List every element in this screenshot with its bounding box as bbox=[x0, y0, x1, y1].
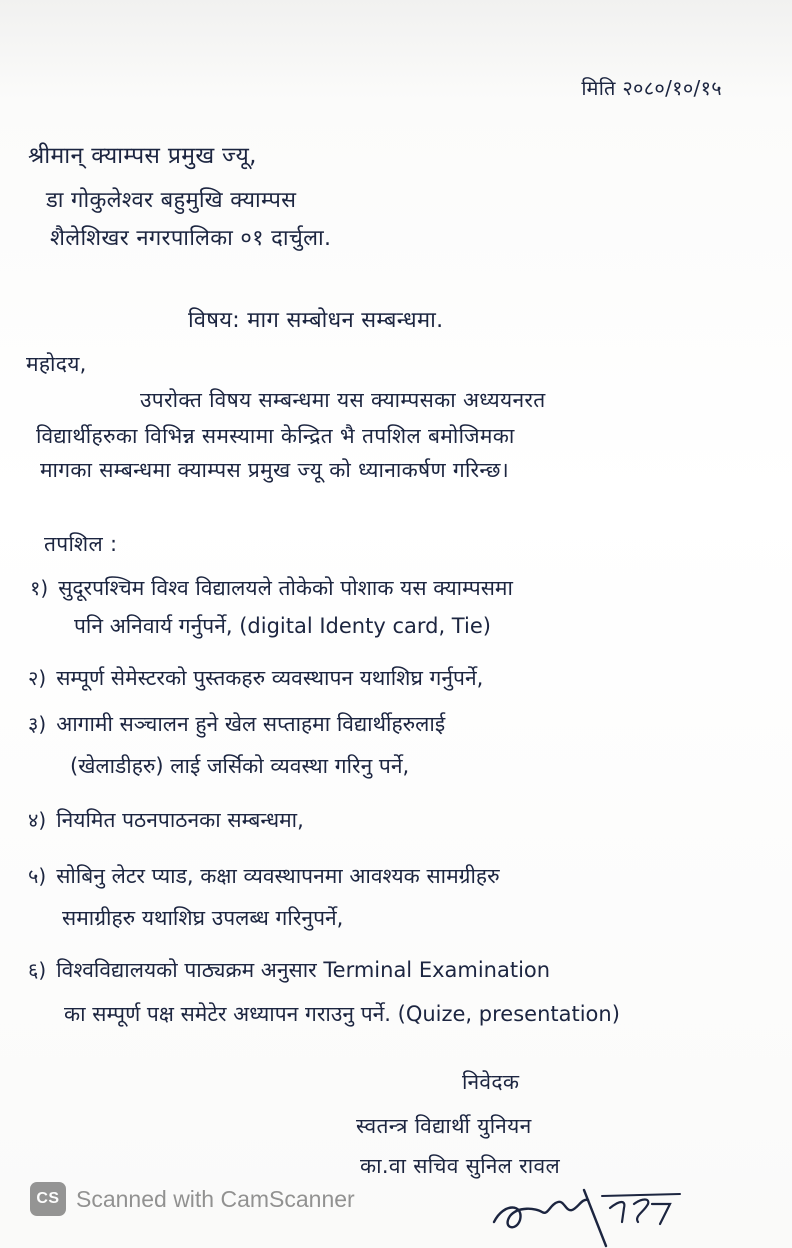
body-line-2: विद्यार्थीहरुका विभिन्न समस्यामा केन्द्रित भै तपशिल बमोजिमका bbox=[36, 424, 515, 448]
handwritten-signature bbox=[484, 1182, 694, 1248]
list-item-continuation: पनि अनिवार्य गर्नुपर्ने, (digital Identy card, Tie) bbox=[74, 614, 491, 638]
list-item-text: सम्पूर्ण सेमेस्टरको पुस्तकहरु व्यवस्थापन यथाशिघ्र गर्नुपर्ने, bbox=[56, 666, 484, 690]
signatory-organization: स्वतन्त्र विद्यार्थी युनियन bbox=[356, 1114, 532, 1138]
camscanner-watermark-text: Scanned with CamScanner bbox=[76, 1185, 355, 1212]
list-item bbox=[28, 862, 500, 890]
list-item-text: आगामी सञ्चालन हुने खेल सप्ताहमा विद्यार्थीहरुलाई bbox=[56, 712, 446, 736]
list-item-number: ४) bbox=[28, 808, 47, 832]
list-item-number: ३) bbox=[28, 712, 47, 736]
list-item-continuation: का सम्पूर्ण पक्ष समेटेर अध्यापन गराउनु पर्ने. (Quize, presentation) bbox=[64, 1002, 620, 1026]
signatory-name: का.वा सचिव सुनिल रावल bbox=[360, 1154, 560, 1178]
list-item-number: २) bbox=[28, 666, 47, 690]
list-item-number: ५) bbox=[28, 864, 47, 888]
list-item bbox=[28, 956, 550, 984]
list-item bbox=[28, 806, 304, 834]
recipient-line-1: श्रीमान् क्याम्पस प्रमुख ज्यू, bbox=[28, 143, 257, 169]
list-item-number: १) bbox=[30, 576, 49, 600]
camscanner-logo-icon: CS bbox=[30, 1182, 66, 1216]
recipient-line-2: डा गोकुलेश्वर बहुमुखि क्याम्पस bbox=[46, 188, 297, 213]
salutation: महोदय, bbox=[26, 352, 87, 376]
list-item-text: विश्वविद्यालयको पाठ्यक्रम अनुसार Terminal Examination bbox=[56, 958, 551, 982]
list-item-text: सोबिनु लेटर प्याड, कक्षा व्यवस्थापनमा आवश्यक सामग्रीहरु bbox=[56, 864, 500, 888]
list-item bbox=[28, 664, 483, 692]
list-item-continuation: समाग्रीहरु यथाशिघ्र उपलब्ध गरिनुपर्ने, bbox=[62, 906, 344, 930]
list-item bbox=[30, 574, 513, 602]
letter-date: मिति २०८०/१०/१५ bbox=[581, 76, 722, 100]
list-item-number: ६) bbox=[28, 958, 47, 982]
closing-nivedak: निवेदक bbox=[462, 1070, 520, 1094]
letter-subject: विषय: माग सम्बोधन सम्बन्धमा. bbox=[188, 308, 444, 333]
list-item-text: सुदूरपश्चिम विश्व विद्यालयले तोकेको पोशाक यस क्याम्पसमा bbox=[58, 576, 513, 600]
list-item-continuation: (खेलाडीहरु) लाई जर्सिको व्यवस्था गरिनु पर्ने, bbox=[70, 754, 410, 778]
body-line-1: उपरोक्त विषय सम्बन्धमा यस क्याम्पसका अध्ययनरत bbox=[140, 388, 546, 412]
body-line-3: मागका सम्बन्धमा क्याम्पस प्रमुख ज्यू को ध्यानाकर्षण गरिन्छ। bbox=[40, 458, 509, 482]
recipient-line-3: शैलेशिखर नगरपालिका ०१ दार्चुला. bbox=[50, 226, 332, 251]
details-heading: तपशिल : bbox=[44, 532, 118, 556]
camscanner-watermark bbox=[30, 1182, 355, 1216]
list-item bbox=[28, 710, 445, 738]
list-item-text: नियमित पठनपाठनका सम्बन्धमा, bbox=[56, 808, 304, 832]
